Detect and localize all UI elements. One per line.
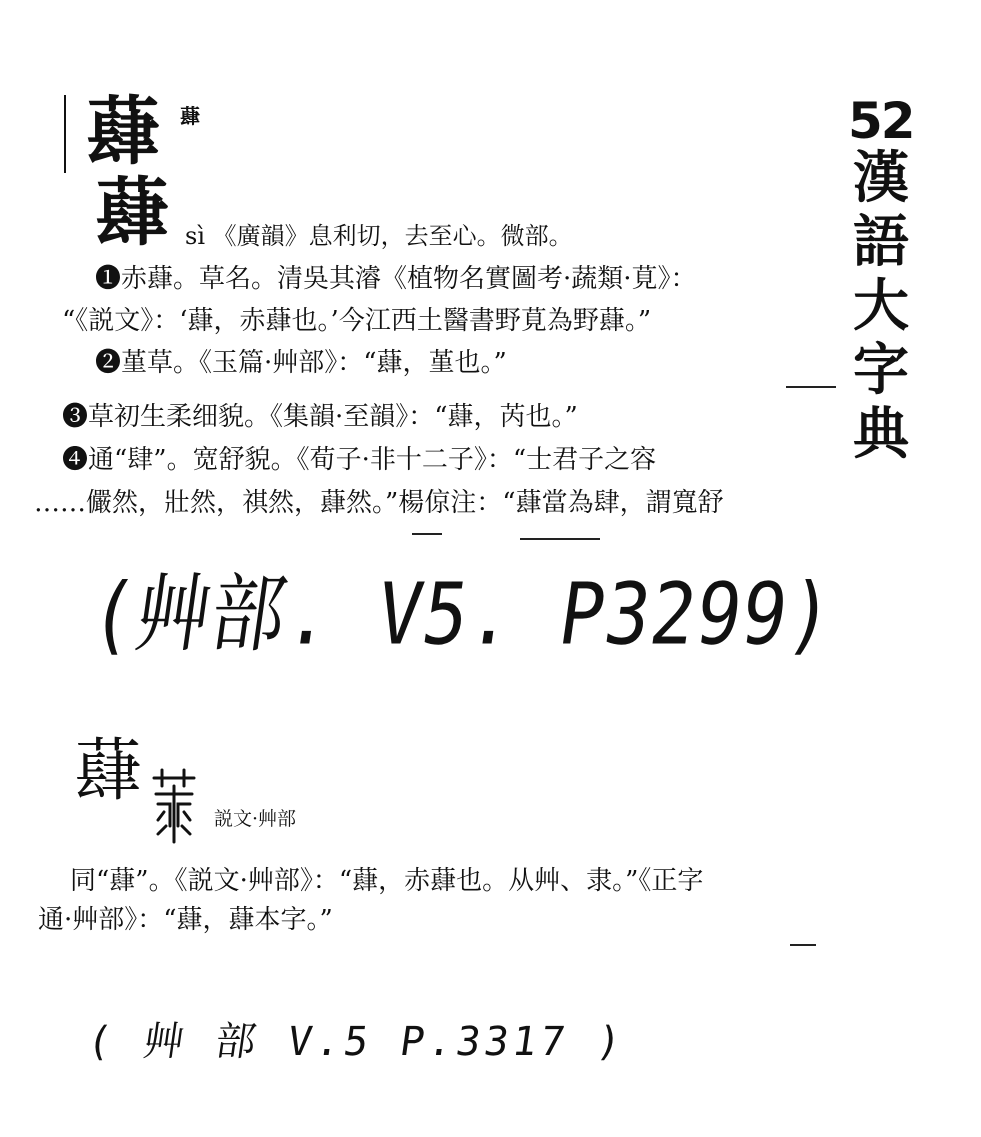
seal-source-label: 説文·艸部 (214, 808, 297, 830)
entry-marker-bar (64, 95, 66, 173)
book-title-char: 典 (853, 401, 909, 467)
sense-4-line-2: ……儼然，壯然，祺然，蕼然。”楊倞注：“蕼當為肆，謂寬舒 (34, 488, 724, 518)
sense-2-line: ❷堇草。《玉篇·艸部》：“蕼，堇也。” (95, 348, 507, 378)
entry-head-variant: 蕼 (180, 104, 200, 128)
entry-head-top: 蕼 (86, 89, 158, 175)
book-title-char: 漢 (853, 145, 909, 211)
scan-mark (786, 386, 836, 388)
scan-mark (412, 533, 442, 535)
seal-script-glyph (150, 768, 198, 844)
entry-head-main: 蕼 (95, 170, 167, 256)
entry2-line-1: 同“蕼”。《説文·艸部》：“蕼，赤蕼也。从艸、隶。”《正字 (70, 866, 704, 896)
book-title-char: 大 (853, 273, 909, 339)
entry2-head: 蕼 (74, 732, 141, 811)
sense-1-line-1: ❶赤蕼。草名。清吳其濬《植物名實圖考·蔬類·莧》： (95, 264, 697, 294)
scan-mark (520, 538, 600, 540)
entry2-line-2: 通·艸部》：“蕼，蕼本字。” (38, 905, 333, 935)
pronunciation-line: sì 《廣韻》息利切，去至心。微部。 (185, 222, 573, 250)
book-title (848, 146, 914, 466)
volume-number: 52 (848, 92, 914, 150)
handwritten-reference-1: (艸部. V5. P3299) (84, 565, 841, 665)
book-title-char: 字 (853, 337, 909, 403)
sense-4-line-1: ❹通“肆”。宽舒貌。《荀子·非十二子》：“士君子之容 (62, 445, 657, 475)
sense-3-line: ❸草初生柔细貌。《集韻·至韻》：“蕼，芮也。” (62, 402, 578, 432)
book-title-char: 語 (853, 209, 909, 275)
handwritten-reference-2: ( 艸 部 V.5 P.3317 ) (84, 1019, 629, 1065)
scan-mark (790, 944, 816, 946)
sense-1-line-2: “《説文》：‘蕼，赤蕼也。’今江西土醫書野莧為野蕼。” (62, 306, 652, 336)
